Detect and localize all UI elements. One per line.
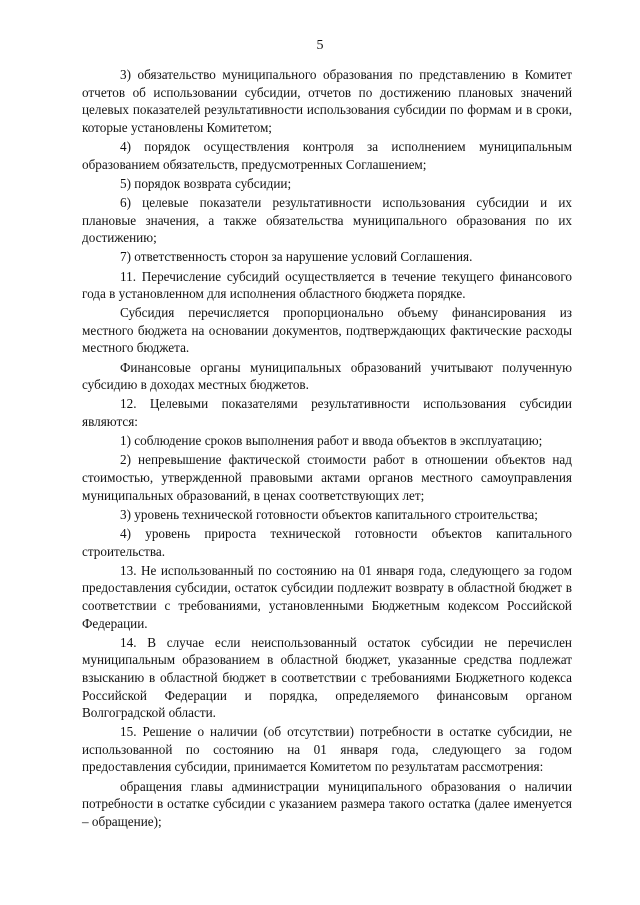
paragraph-section-13-unused-balance: 13. Не использованный по состоянию на 01 января года, следующего за годом предоставления субсидии, остаток субсидии подлежит возврату в областной бюджет в соответствии с требованиями, установленными Бюджетным кодексом Российской Федерации. [82,562,572,631]
paragraph-indicator-3-readiness: 3) уровень технической готовности объектов капитального строительства; [120,506,538,522]
paragraph-item-6-target-indicators: 6) целевые показатели результативности использования субсидии и их плановые значения, а также обязательства муниципального образования по их достижению; [82,194,572,246]
paragraph-item-3-obligation-reports: 3) обязательство муниципального образования по представлению в Комитет отчетов об использовании субсидии, отчетов по достижению плановых значений целевых показателей результативности использования субсидии по формам и в сроки, которые установлены Комитетом; [82,67,572,135]
paragraph-proportional-transfer: Субсидия перечисляется пропорционально объему финансирования из местного бюджета на основании документов, подтверждающих фактические расходы местного бюджета. [82,305,572,356]
paragraph-section-12-indicators: 12. Целевыми показателями результативности использования субсидии являются: [82,396,572,430]
paragraph-item-7-responsibility: 7) ответственность сторон за нарушение условий Соглашения. [120,249,473,265]
paragraph-section-14-recovery: 14. В случае если неиспользованный остаток субсидии не перечислен муниципальным образованием в областной бюджет, указанные средства подлежат взысканию в областной бюджет в соответствии с требованиями Бюджетного кодекса Российской Федерации и порядка, определяемого финансовым органом Волгоградской области. [82,634,572,721]
paragraph-indicator-4-readiness-growth: 4) уровень прироста технической готовности объектов капитального строительства. [82,525,572,559]
paragraph-financial-bodies: Финансовые органы муниципальных образований учитывают полученную субсидию в доходах местных бюджетов. [82,359,572,393]
paragraph-indicator-1-deadlines: 1) соблюдение сроков выполнения работ и ввода объектов в эксплуатацию; [120,433,543,449]
document-body [82,66,572,832]
paragraph-section-15-decision: 15. Решение о наличии (об отсутствии) потребности в остатке субсидии, не использованной по состоянию на 01 января года, следующего за годом предоставления субсидии, принимается Комитетом по результатам рассмотрения: [82,724,572,775]
paragraph-indicator-2-cost-limit: 2) непревышение фактической стоимости работ в отношении объектов над стоимостью, утвержденной правовыми актами органов местного самоуправления муниципальных образований, в ценах соответствующих лет; [82,452,572,503]
page-number: 5 [316,38,324,53]
paragraph-item-5-return-procedure: 5) порядок возврата субсидии; [120,175,292,191]
paragraph-head-appeal: обращения главы администрации муниципального образования о наличии потребности в остатке субсидии с указанием размера такого остатка (далее именуется – обращение); [82,778,572,829]
paragraph-item-4-control-procedure: 4) порядок осуществления контроля за исполнением муниципальным образованием обязательств, предусмотренных Соглашением; [82,138,572,172]
paragraph-section-11-transfer: 11. Перечисление субсидий осуществляется в течение текущего финансового года в установленном для исполнения областного бюджета порядке. [82,268,572,302]
